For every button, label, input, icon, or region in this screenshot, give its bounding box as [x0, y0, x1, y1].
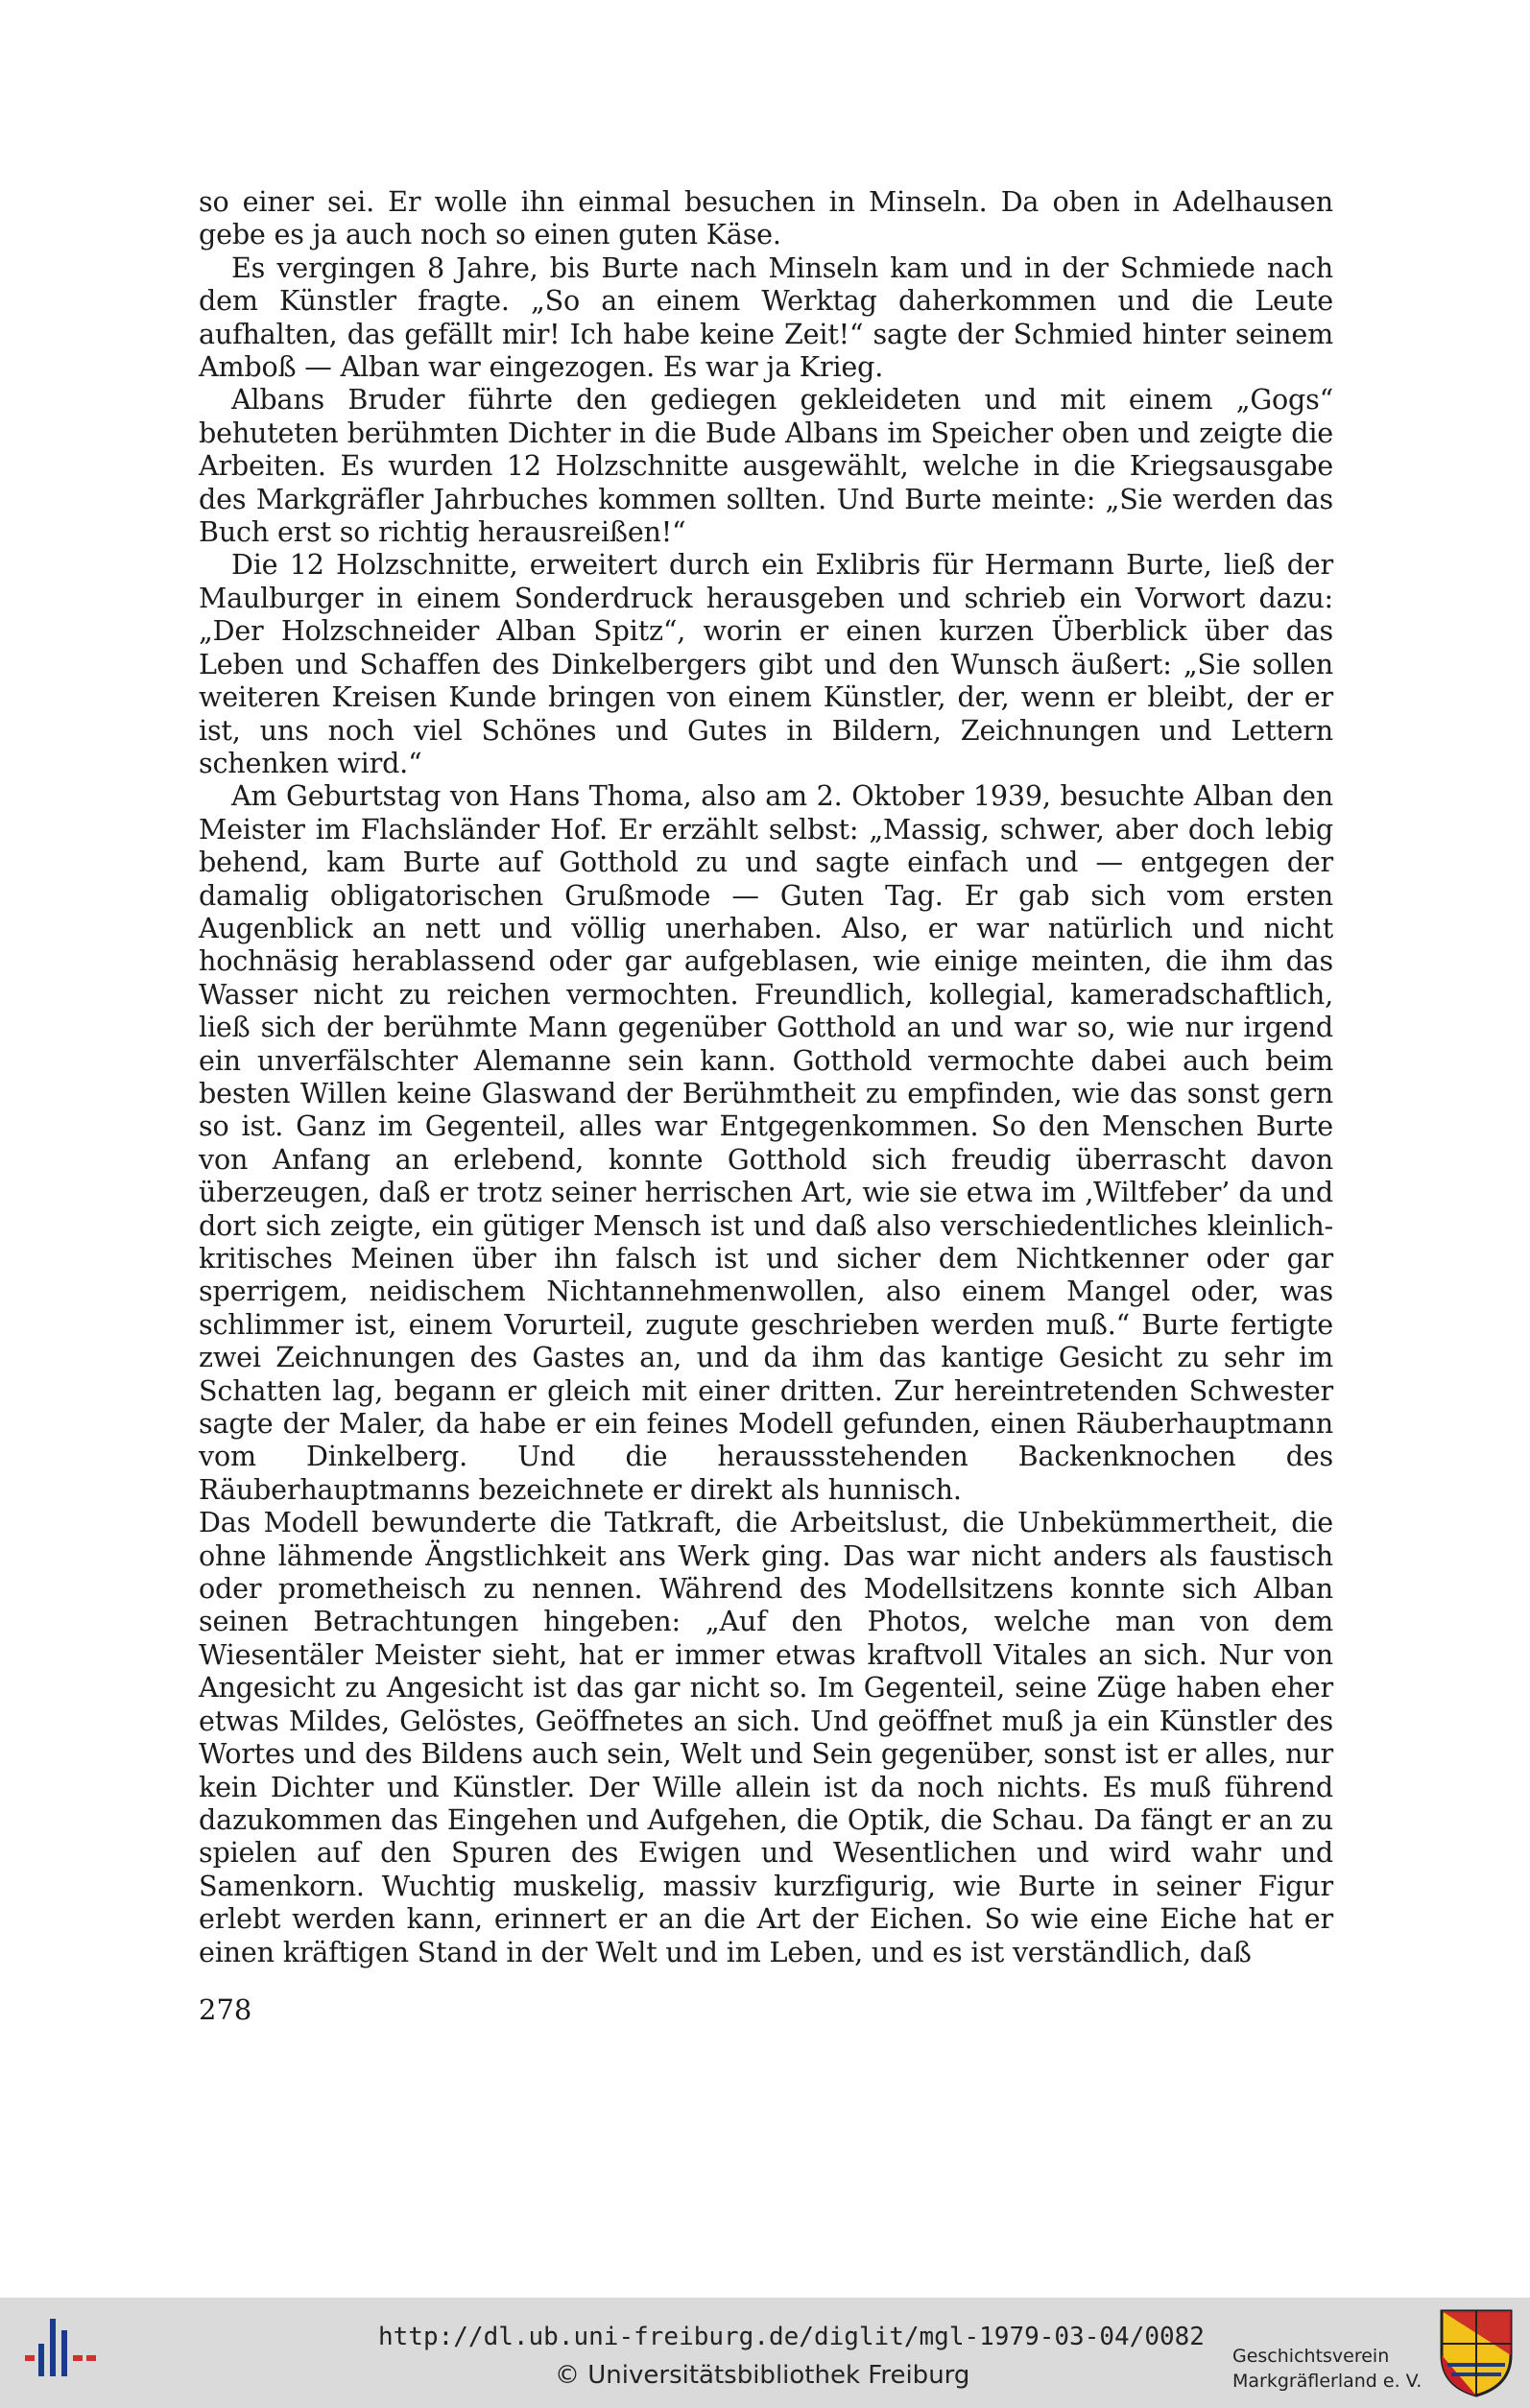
- society-line-2: Markgräflerland e. V.: [1232, 2371, 1422, 2392]
- document-url-link[interactable]: http://dl.ub.uni-freiburg.de/diglit/mgl-1979-03-04/0082: [378, 2323, 1205, 2351]
- paragraph: Es vergingen 8 Jahre, bis Burte nach Minseln kam und in der Schmiede nach dem Künstler fragte. „So an einem Werktag daherkommen und die Leute aufhalten, das gefällt mir! Ich habe keine Zeit!“ sagte der Schmied hinter seinem Amboß — Alban war eingezogen. Es war ja Krieg.: [199, 250, 1333, 384]
- copyright-notice: © Universitätsbibliothek Freiburg: [555, 2361, 970, 2390]
- paragraph: Das Modell bewunderte die Tatkraft, die Arbeitslust, die Unbekümmertheit, die ohne lähmende Ängstlichkeit ans Werk ging. Das war nicht anders als faustisch oder prometheisch zu nennen. Während des Modellsitzens konnte sich Alban seinen Betrachtungen hingeben: „Auf den Photos, welche man von dem Wiesentäler Meister sieht, hat er immer etwas kraftvoll Vitales an sich. Nur von Angesicht zu Angesicht ist das gar nicht so. Im Gegenteil, seine Züge haben eher etwas Mildes, Gelöstes, Geöffnetes an sich. Und geöffnet muß ja ein Künstler des Wortes und des Bildens auch sein, Welt und Sein gegenüber, sonst ist er alles, nur kein Dichter und Künstler. Der Wille allein ist da noch nichts. Es muß führend dazukommen das Eingehen und Aufgehen, die Optik, die Schau. Da fängt er an zu spielen auf den Spuren des Ewigen und Wesentlichen und wird wahr und Samenkorn. Wuchtig muskelig, massiv kurzfigurig, wie Burte in seiner Figur erlebt werden kann, erinnert er an die Art der Eichen. So wie eine Eiche hat er einen kräftigen Stand in der Welt und im Leben, und es ist verständlich, daß: [199, 1506, 1333, 1968]
- society-line-1: Geschichtsverein: [1232, 2346, 1390, 2367]
- society-name: [1232, 2344, 1424, 2394]
- coat-of-arms-icon: [1438, 2307, 1515, 2398]
- paragraph: Albans Bruder führte den gediegen gekleideten und mit einem „Gogs“ behuteten berühmten Dichter in die Bude Albans im Speicher oben und zeigte die Arbeiten. Es wurden 12 Holzschnitte ausgewählt, welche in die Kriegsausgabe des Markgräfler Jahrbuches kommen sollten. Und Burte meinte: „Sie werden das Buch erst so richtig herausreißen!“: [199, 383, 1333, 549]
- body-text: [199, 185, 1333, 1968]
- ub-freiburg-logo-icon: [21, 2315, 100, 2392]
- paragraph: Die 12 Holzschnitte, erweitert durch ein Exlibris für Hermann Burte, ließ der Maulburger in einem Sonderdruck herausgeben und schrieb ein Vorwort dazu: „Der Holzschneider Alban Spitz“, worin er einen kurzen Überblick über das Leben und Schaffen des Dinkelbergers gibt und den Wunsch äußert: „Sie sollen weiteren Kreisen Kunde bringen von einem Künstler, der, wenn er bleibt, der er ist, uns noch viel Schönes und Gutes in Bildern, Zeichnungen und Lettern schenken wird.“: [199, 548, 1333, 779]
- page-number: 278: [199, 1993, 252, 2026]
- footer-bar: [0, 2298, 1530, 2408]
- paragraph: so einer sei. Er wolle ihn einmal besuchen in Minseln. Da oben in Adelhausen gebe es ja auch noch so einen guten Käse.: [199, 185, 1333, 251]
- paragraph: Am Geburtstag von Hans Thoma, also am 2. Oktober 1939, besuchte Alban den Meister im Flachsländer Hof. Er erzählt selbst: „Massig, schwer, aber doch lebig behend, kam Burte auf Gotthold zu und sagte einfach und — entgegen der damalig obligatorischen Grußmode — Guten Tag. Er gab sich vom ersten Augenblick an nett und völlig unerhaben. Also, er war natürlich und nicht hochnäsig herablassend oder gar aufgeblasen, wie einige meinten, die ihm das Wasser nicht zu reichen vermochten. Freundlich, kollegial, kameradschaftlich, ließ sich der berühmte Mann gegenüber Gotthold an und war so, wie nur irgend ein unverfälschter Alemanne sein kann. Gotthold vermochte dabei auch beim besten Willen keine Glaswand der Berühmtheit zu empfinden, wie das sonst gern so ist. Ganz im Gegenteil, alles war Entgegenkommen. So den Menschen Burte von Anfang an erlebend, konnte Gotthold sich freudig überrascht davon überzeugen, daß er trotz seiner herrischen Art, wie sie etwa im ‚Wiltfeber’ da und dort sich zeigte, ein gütiger Mensch ist und daß also verschiedentliches kleinlich-kritisches Meinen über ihn falsch ist und sicher dem Nichtkenner oder gar sperrigem, neidischem Nichtannehmenwollen, also einem Mangel oder, was schlimmer ist, einem Vorurteil, zugute geschrieben werden muß.“ Burte fertigte zwei Zeichnungen des Gastes an, und da ihm das kantige Gesicht zu sehr im Schatten lag, begann er gleich mit einer dritten. Zur hereintretenden Schwester sagte der Maler, da habe er ein feines Modell gefunden, einen Räuberhauptmann vom Dinkelberg. Und die heraussstehenden Backenknochen des Räuberhauptmanns bezeichnete er direkt als hunnisch.: [199, 779, 1333, 1506]
